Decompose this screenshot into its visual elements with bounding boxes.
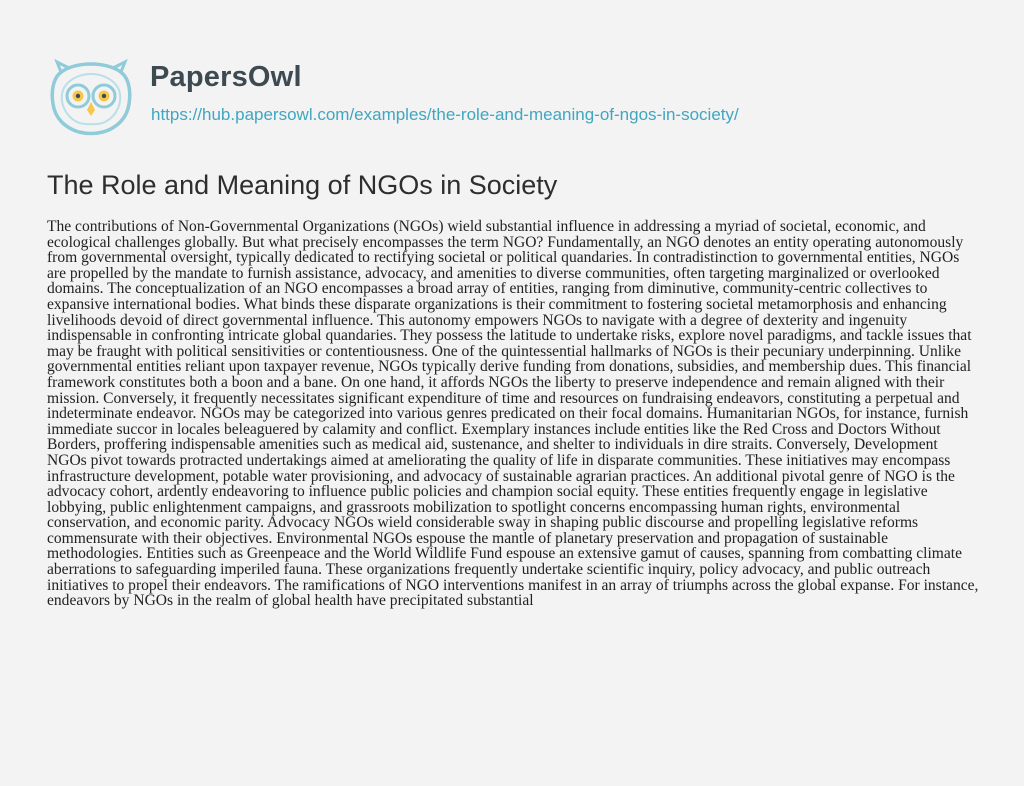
article-body: The contributions of Non-Governmental Organizations (NGOs) wield substantial influence in addressing a myriad of societal, economic, and ecological challenges globally. But what precisely encompasses the term NGO? Fundamentally, an NGO denotes an entity operating autonomously from governmental oversight, typically dedicated to rectifying societal or political quandaries. In contradistinction to governmental entities, NGOs are propelled by the mandate to furnish assistance, advocacy, and amenities to diverse communities, often targeting marginalized or overlooked domains. The conceptualization of an NGO encompasses a broad array of entities, ranging from diminutive, community-centric collectives to expansive international bodies. What binds these disparate organizations is their commitment to fostering societal metamorphosis and enhancing livelihoods devoid of direct governmental influence. This autonomy empowers NGOs to navigate with a degree of dexterity and ingenuity indispensable in confronting intricate global quandaries. They possess the latitude to undertake risks, explore novel paradigms, and tackle issues that may be fraught with political sensitivities or contentiousness. One of the quintessential hallmarks of NGOs is their pecuniary underpinning. Unlike governmental entities reliant upon taxpayer revenue, NGOs typically derive funding from donations, subsidies, and membership dues. This financial framework constitutes both a boon and a bane. On one hand, it affords NGOs the liberty to preserve independence and remain aligned with their mission. Conversely, it frequently necessitates significant expenditure of time and resources on fundraising endeavors, constituting a perpetual and indeterminate endeavor. NGOs may be categorized into various genres predicated on their focal domains. Humanitarian NGOs, for instance, furnish immediate succor in locales beleaguered by calamity and conflict. Exemplary instances include entities like the Red Cross and Doctors Without Borders, proffering indispensable amenities such as medical aid, sustenance, and shelter to individuals in dire straits. Conversely, Development NGOs pivot towards protracted undertakings aimed at ameliorating the quality of life in disparate communities. These initiatives may encompass infrastructure development, potable water provisioning, and advocacy of sustainable agrarian practices. An additional pivotal genre of NGO is the advocacy cohort, ardently endeavoring to influence public policies and champion social equity. These entities frequently engage in legislative lobbying, public enlightenment campaigns, and grassroots mobilization to spotlight concerns encompassing human rights, environmental conservation, and economic parity. Advocacy NGOs wield considerable sway in shaping public discourse and propelling legislative reforms commensurate with their objectives. Environmental NGOs espouse the mantle of planetary preservation and propagation of sustainable methodologies. Entities such as Greenpeace and the World Wildlife Fund espouse an extensive gamut of causes, spanning from combatting climate aberrations to safeguarding imperiled fauna. These organizations frequently undertake scientific inquiry, policy advocacy, and public outreach initiatives to propel their endeavors. The ramifications of NGO interventions manifest in an array of triumphs across the global expanse. For instance, endeavors by NGOs in the realm of global health have precipitated substantial — [47, 218, 979, 610]
brand-name[interactable]: PapersOwl — [150, 61, 302, 93]
site-header — [47, 58, 987, 136]
owl-logo-graphic — [47, 58, 135, 136]
owl-logo-icon[interactable] — [47, 58, 135, 136]
page-url-link[interactable]: https://hub.papersowl.com/examples/the-role-and-meaning-of-ngos-in-society/ — [151, 105, 739, 124]
article-title: The Role and Meaning of NGOs in Society — [47, 170, 558, 200]
